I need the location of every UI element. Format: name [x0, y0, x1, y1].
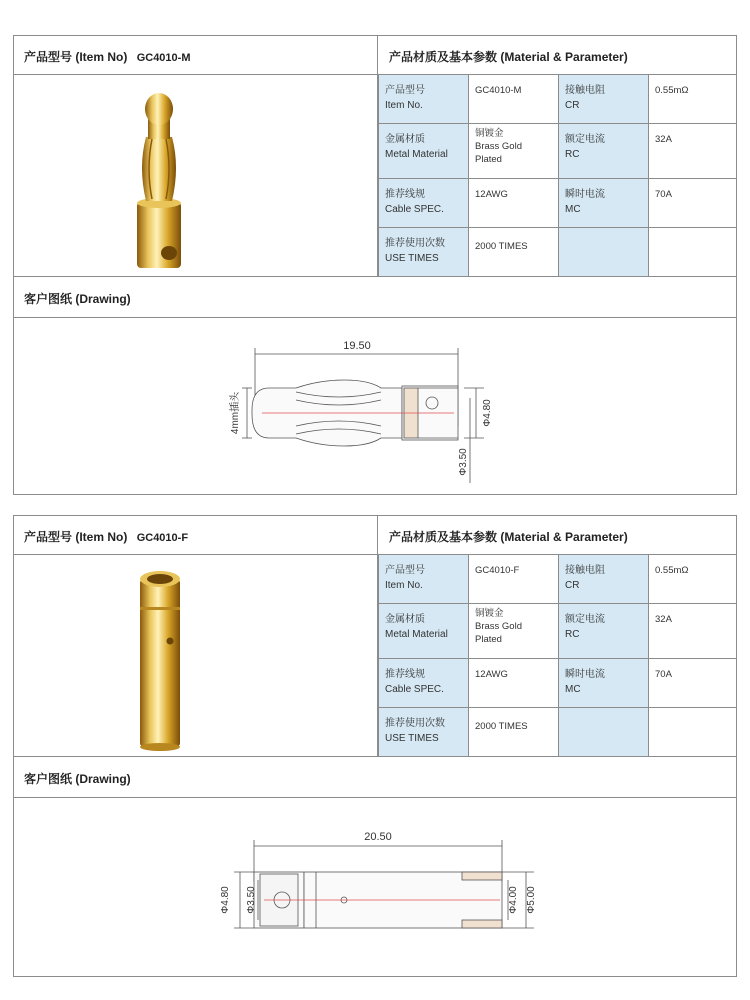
dim-inner-diameter: Φ3.50: [458, 448, 469, 476]
dim-right-inner-diameter: Φ4.00: [508, 886, 519, 914]
technical-drawing-female: [14, 798, 736, 974]
metal-value-cn: 铜镀金: [475, 608, 504, 620]
female-outline: [234, 840, 534, 928]
dim-left-outer-diameter: Φ4.80: [220, 886, 231, 914]
mc-label-cn: 瞬时电流: [565, 668, 605, 680]
item-no-header: [14, 36, 378, 75]
use-label-cn: 推荐使用次数: [385, 717, 445, 729]
banana-plug-female-image: [140, 571, 180, 751]
cr-value: 0.55mΩ: [655, 85, 689, 96]
cable-label-cn: 推荐线规: [385, 668, 425, 680]
use-value: 2000 TIMES: [475, 720, 528, 732]
metal-label-cn: 金属材质: [385, 614, 425, 626]
mc-label-en: MC: [565, 203, 581, 215]
mc-value: 70A: [655, 188, 672, 200]
use-label-en: USE TIMES: [385, 252, 439, 264]
param-row-cable: [379, 178, 737, 227]
dim-outer-diameter: Φ4.80: [482, 399, 493, 427]
use-label-en: USE TIMES: [385, 732, 439, 744]
dim-length: 19.50: [343, 340, 371, 352]
metal-value-en2: Plated: [475, 154, 502, 166]
metal-value-en1: Brass Gold: [475, 621, 522, 633]
use-value: 2000 TIMES: [475, 240, 528, 252]
item-no-value: GC4010-F: [136, 532, 189, 544]
cr-label-cn: 接触电阻: [565, 85, 605, 96]
dim-right-outer-diameter: Φ5.00: [526, 886, 537, 914]
param-row-metal: [379, 124, 737, 178]
param-row-use: [379, 227, 737, 276]
material-parameter-header: 产品材质及基本参数 (Material & Parameter): [389, 50, 628, 64]
item-value: GC4010-M: [475, 85, 522, 96]
rc-value: 32A: [655, 134, 672, 146]
product-photo-male: [14, 75, 378, 276]
drawing-title: 客户图纸 (Drawing): [14, 276, 736, 318]
mc-label-en: MC: [565, 683, 581, 695]
cr-label-cn: 接触电阻: [565, 565, 605, 576]
cable-value: 12AWG: [475, 188, 508, 200]
metal-value-cn: 铜镀金: [475, 128, 504, 140]
param-row-item: [379, 75, 737, 124]
cr-value: 0.55mΩ: [655, 565, 689, 576]
drawing-title: 客户图纸 (Drawing): [14, 756, 736, 798]
item-value: GC4010-F: [475, 565, 520, 576]
rc-label-en: RC: [565, 629, 580, 641]
param-row-cable: [379, 658, 737, 707]
mc-label-cn: 瞬时电流: [565, 188, 605, 200]
cable-value: 12AWG: [475, 668, 508, 680]
product-photo-female: [14, 555, 378, 756]
spec-sheet-male: [13, 35, 737, 495]
cr-label-en: CR: [565, 580, 580, 591]
mc-value: 70A: [655, 668, 672, 680]
cable-label-cn: 推荐线规: [385, 188, 425, 200]
param-row-use: [379, 707, 737, 756]
dim-length: 20.50: [364, 831, 392, 843]
metal-label-cn: 金属材质: [385, 134, 425, 146]
item-no-label: 产品型号 (Item No): [24, 530, 128, 544]
cable-label-en: Cable SPEC.: [385, 683, 444, 695]
item-label-en: Item No.: [385, 100, 423, 111]
spec-sheet-female: [13, 515, 737, 977]
metal-value-en2: Plated: [475, 634, 502, 646]
side-label: 4mm插头: [230, 391, 241, 435]
rc-label-cn: 额定电流: [565, 614, 605, 626]
item-label-en: Item No.: [385, 580, 423, 591]
metal-label-en: Metal Material: [385, 149, 448, 161]
technical-drawing-male: [14, 318, 736, 494]
parameter-table: [378, 555, 736, 756]
cr-label-en: CR: [565, 100, 580, 111]
parameter-table: [378, 75, 736, 276]
material-parameter-header: 产品材质及基本参数 (Material & Parameter): [389, 530, 628, 544]
item-label-cn: 产品型号: [385, 85, 425, 96]
item-no-label: 产品型号 (Item No): [24, 50, 128, 64]
cable-label-en: Cable SPEC.: [385, 203, 444, 215]
male-outline: [242, 348, 484, 483]
param-row-item: [379, 555, 737, 604]
sheet-header: [14, 36, 736, 75]
metal-value-en1: Brass Gold: [475, 141, 522, 153]
item-no-header: [14, 516, 378, 555]
use-label-cn: 推荐使用次数: [385, 237, 445, 249]
banana-plug-male-image: [137, 93, 181, 268]
rc-value: 32A: [655, 614, 672, 626]
metal-label-en: Metal Material: [385, 629, 448, 641]
rc-label-cn: 额定电流: [565, 134, 605, 146]
item-no-value: GC4010-M: [136, 52, 191, 64]
rc-label-en: RC: [565, 149, 580, 161]
item-label-cn: 产品型号: [385, 565, 425, 576]
dim-left-inner-diameter: Φ3.50: [246, 886, 257, 914]
param-row-metal: [379, 604, 737, 658]
sheet-header: [14, 516, 736, 555]
